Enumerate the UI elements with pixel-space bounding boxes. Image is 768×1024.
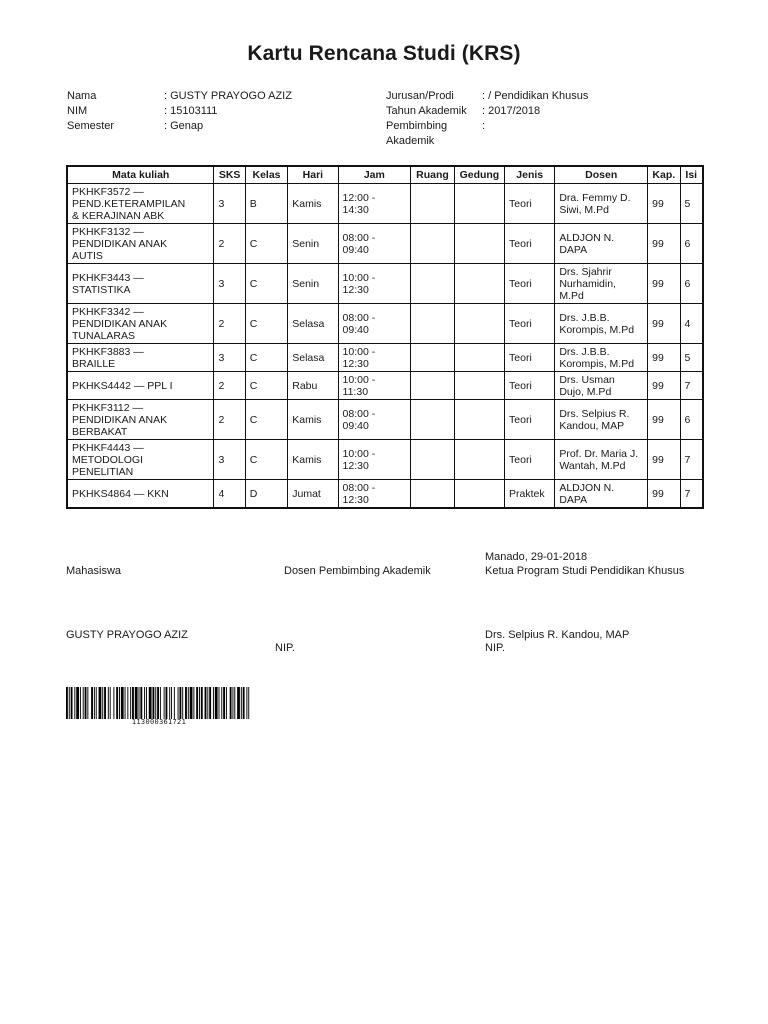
ruang-cell bbox=[411, 372, 455, 400]
jam-cell-line: 08:00 - bbox=[342, 407, 376, 420]
sks-cell: 3 bbox=[214, 184, 245, 224]
mata-kuliah-cell-line: PKHKF3342 — bbox=[72, 305, 144, 318]
nim-label: NIM bbox=[67, 105, 88, 117]
isi-cell: 7 bbox=[680, 480, 703, 509]
barcode-bar bbox=[99, 687, 102, 719]
kap-cell: 99 bbox=[648, 400, 680, 440]
kap-cell: 99 bbox=[648, 184, 680, 224]
barcode-bar bbox=[199, 687, 200, 719]
barcode-bar bbox=[91, 687, 93, 719]
dosen-cell-line: Siwi, M.Pd bbox=[559, 203, 609, 216]
dosen-cell-line: Dra. Femmy D. bbox=[559, 191, 631, 204]
barcode-bar bbox=[160, 687, 161, 719]
gedung-cell bbox=[454, 304, 504, 344]
jam-cell-line: 08:00 - bbox=[342, 231, 376, 244]
isi-cell: 5 bbox=[680, 184, 703, 224]
barcode-bar bbox=[140, 687, 142, 719]
dosen-cell-line: Kandou, MAP bbox=[559, 419, 625, 432]
table-row bbox=[67, 304, 703, 344]
mata-kuliah-cell bbox=[67, 344, 214, 372]
table-row bbox=[67, 224, 703, 264]
barcode-bar bbox=[71, 687, 73, 719]
dosen-cell-line: M.Pd bbox=[559, 289, 584, 302]
hari-cell: Senin bbox=[288, 264, 338, 304]
jam-cell bbox=[338, 480, 411, 509]
gedung-cell bbox=[454, 372, 504, 400]
barcode-bar bbox=[157, 687, 159, 719]
table-row bbox=[67, 372, 703, 400]
dosen-cell-line: DAPA bbox=[559, 243, 588, 256]
dosen-cell-line: Dujo, M.Pd bbox=[559, 385, 612, 398]
barcode-bar bbox=[248, 687, 249, 719]
barcode-bar bbox=[164, 687, 165, 719]
gedung-cell bbox=[454, 224, 504, 264]
dosen-cell bbox=[555, 400, 648, 440]
header-hari: Hari bbox=[288, 166, 338, 184]
dosen-cell bbox=[555, 264, 648, 304]
hari-cell: Selasa bbox=[288, 304, 338, 344]
mata-kuliah-cell-line: & KERAJINAN ABK bbox=[72, 209, 165, 222]
jam-cell-line: 12:30 bbox=[342, 357, 369, 370]
dosen-pembimbing-label: Dosen Pembimbing Akademik bbox=[284, 565, 431, 577]
isi-cell: 7 bbox=[680, 440, 703, 480]
ketua-signature-name: Drs. Selpius R. Kandou, MAP bbox=[485, 629, 630, 641]
mata-kuliah-cell-line: PKHKF3572 — bbox=[72, 185, 144, 198]
header-ruang: Ruang bbox=[411, 166, 455, 184]
student-info-right bbox=[386, 89, 682, 149]
barcode-bar bbox=[132, 687, 134, 719]
isi-cell: 5 bbox=[680, 344, 703, 372]
kap-cell: 99 bbox=[648, 304, 680, 344]
barcode-bar bbox=[213, 687, 214, 719]
dosen-cell-line: Prof. Dr. Maria J. bbox=[559, 447, 639, 460]
barcode-bar bbox=[113, 687, 114, 719]
barcode-bar bbox=[144, 687, 145, 719]
table-row bbox=[67, 440, 703, 480]
student-info-left bbox=[67, 89, 292, 134]
ketua-prodi-label: Ketua Program Studi Pendidikan Khusus bbox=[485, 565, 685, 577]
kelas-cell: C bbox=[245, 344, 287, 372]
nim-row bbox=[67, 104, 292, 119]
barcode-bar bbox=[76, 687, 79, 719]
mata-kuliah-cell-line: PKHKS4864 — KKN bbox=[72, 487, 169, 500]
sign-date: Manado, 29-01-2018 bbox=[485, 551, 588, 563]
barcode-bar bbox=[135, 687, 138, 719]
jenis-cell: Teori bbox=[505, 184, 555, 224]
jenis-cell: Praktek bbox=[505, 480, 555, 509]
isi-cell: 4 bbox=[680, 304, 703, 344]
jam-cell bbox=[338, 264, 411, 304]
barcode-bar bbox=[66, 687, 68, 719]
pembimbing-label bbox=[386, 119, 482, 149]
barcode-number: 113000361721 bbox=[131, 718, 187, 726]
table-row bbox=[67, 184, 703, 224]
ruang-cell bbox=[411, 264, 455, 304]
dosen-cell bbox=[555, 304, 648, 344]
hari-cell: Jumat bbox=[288, 480, 338, 509]
dosen-cell-line: Drs. J.B.B. bbox=[559, 311, 610, 324]
jam-cell-line: 10:00 - bbox=[342, 373, 376, 386]
ruang-cell bbox=[411, 400, 455, 440]
kelas-cell: C bbox=[245, 264, 287, 304]
mata-kuliah-cell-line: PKHKF3883 — bbox=[72, 345, 144, 358]
dosen-cell bbox=[555, 480, 648, 509]
dosen-cell-line: Drs. J.B.B. bbox=[559, 345, 610, 358]
mata-kuliah-cell-line: AUTIS bbox=[72, 249, 103, 262]
kap-cell: 99 bbox=[648, 264, 680, 304]
jam-cell-line: 08:00 - bbox=[342, 311, 376, 324]
barcode-bar bbox=[149, 687, 152, 719]
hari-cell: Selasa bbox=[288, 344, 338, 372]
barcode-bar bbox=[171, 687, 172, 719]
dosen-cell bbox=[555, 224, 648, 264]
dosen-cell-line: DAPA bbox=[559, 493, 588, 506]
jam-cell-line: 09:40 bbox=[342, 419, 369, 432]
kap-cell: 99 bbox=[648, 344, 680, 372]
tahun-value: : 2017/2018 bbox=[482, 105, 541, 117]
barcode-bar bbox=[127, 687, 128, 719]
semester-value: : Genap bbox=[164, 120, 204, 132]
ruang-cell bbox=[411, 344, 455, 372]
jam-cell-line: 11:30 bbox=[342, 385, 369, 398]
barcode-bar bbox=[223, 687, 225, 719]
dosen-cell bbox=[555, 440, 648, 480]
mata-kuliah-cell bbox=[67, 480, 214, 509]
dosen-cell-line: Nurhamidin, bbox=[559, 277, 616, 290]
jam-cell bbox=[338, 440, 411, 480]
hari-cell: Kamis bbox=[288, 400, 338, 440]
barcode-bar bbox=[226, 687, 227, 719]
dosen-cell-line: ALDJON N. bbox=[559, 231, 615, 244]
kelas-cell: C bbox=[245, 372, 287, 400]
dosen-cell bbox=[555, 344, 648, 372]
mata-kuliah-cell-line: PKHKF4443 — bbox=[72, 441, 144, 454]
header-mata-kuliah: Mata kuliah bbox=[67, 166, 214, 184]
mata-kuliah-cell bbox=[67, 440, 214, 480]
barcode-bar bbox=[190, 687, 193, 719]
barcode-bar bbox=[246, 687, 247, 719]
table-row bbox=[67, 400, 703, 440]
barcode-bar bbox=[74, 687, 75, 719]
sks-cell: 2 bbox=[214, 372, 245, 400]
jurusan-label: Jurusan/Prodi bbox=[386, 90, 454, 102]
table-row bbox=[67, 264, 703, 304]
ketua-nip: NIP. bbox=[485, 642, 505, 654]
dosen-cell-line: Drs. Usman bbox=[559, 373, 615, 386]
jam-cell bbox=[338, 184, 411, 224]
mahasiswa-label: Mahasiswa bbox=[66, 565, 122, 577]
header-gedung: Gedung bbox=[454, 166, 504, 184]
barcode-bar bbox=[179, 687, 181, 719]
semester-row bbox=[67, 119, 292, 134]
barcode-bar bbox=[139, 687, 140, 719]
jenis-cell: Teori bbox=[505, 264, 555, 304]
jam-cell bbox=[338, 372, 411, 400]
pembimbing-label-line-2: Akademik bbox=[386, 135, 435, 147]
barcode-bar bbox=[232, 687, 233, 719]
isi-cell: 6 bbox=[680, 400, 703, 440]
kap-cell: 99 bbox=[648, 224, 680, 264]
mata-kuliah-cell-line: PENDIDIKAN ANAK bbox=[72, 237, 168, 250]
header-dosen: Dosen bbox=[555, 166, 648, 184]
mata-kuliah-cell bbox=[67, 264, 214, 304]
header-kap: Kap. bbox=[648, 166, 680, 184]
tahun-label: Tahun Akademik bbox=[386, 105, 467, 117]
mata-kuliah-cell-line: PKHKS4442 — PPL I bbox=[72, 379, 173, 392]
gedung-cell bbox=[454, 264, 504, 304]
gedung-cell bbox=[454, 480, 504, 509]
barcode-bar bbox=[230, 687, 232, 719]
barcode-bar bbox=[219, 687, 220, 719]
mata-kuliah-cell bbox=[67, 372, 214, 400]
barcode-bar bbox=[85, 687, 87, 719]
jurusan-row bbox=[386, 89, 682, 104]
mata-kuliah-cell bbox=[67, 224, 214, 264]
ruang-cell bbox=[411, 184, 455, 224]
kelas-cell: B bbox=[245, 184, 287, 224]
ruang-cell bbox=[411, 224, 455, 264]
barcode-bar bbox=[201, 687, 203, 719]
barcode-bar bbox=[96, 687, 97, 719]
jenis-cell: Teori bbox=[505, 304, 555, 344]
krs-table bbox=[66, 165, 704, 509]
sks-cell: 2 bbox=[214, 400, 245, 440]
gedung-cell bbox=[454, 400, 504, 440]
jenis-cell: Teori bbox=[505, 372, 555, 400]
barcode-bar bbox=[87, 687, 88, 719]
barcode-bar bbox=[243, 687, 245, 719]
mata-kuliah-cell-line: TUNALARAS bbox=[72, 329, 136, 342]
barcode-bar bbox=[125, 687, 126, 719]
mata-kuliah-cell-line: METODOLOGI bbox=[72, 453, 143, 466]
hari-cell: Kamis bbox=[288, 184, 338, 224]
dosen-cell-line: Korompis, M.Pd bbox=[559, 357, 635, 370]
nim-value: : 15103111 bbox=[164, 105, 218, 117]
table-row bbox=[67, 344, 703, 372]
jenis-cell: Teori bbox=[505, 440, 555, 480]
barcode-bar bbox=[166, 687, 168, 719]
barcode-bar bbox=[83, 687, 84, 719]
sks-cell: 2 bbox=[214, 224, 245, 264]
table-header-row bbox=[67, 166, 703, 184]
barcode-bar bbox=[130, 687, 131, 719]
pembimbing-value: : bbox=[482, 120, 486, 132]
barcode-bar bbox=[108, 687, 109, 719]
hari-cell: Kamis bbox=[288, 440, 338, 480]
dosen-cell-line: Wantah, M.Pd bbox=[559, 459, 626, 472]
mata-kuliah-cell-line: PENDIDIKAN ANAK bbox=[72, 413, 168, 426]
sks-cell: 4 bbox=[214, 480, 245, 509]
barcode-bar bbox=[237, 687, 240, 719]
ruang-cell bbox=[411, 440, 455, 480]
barcode-bar bbox=[155, 687, 156, 719]
barcode-bar bbox=[146, 687, 147, 719]
ruang-cell bbox=[411, 480, 455, 509]
semester-label: Semester bbox=[67, 120, 115, 132]
barcode-bar bbox=[104, 687, 106, 719]
jenis-cell: Teori bbox=[505, 344, 555, 372]
kap-cell: 99 bbox=[648, 372, 680, 400]
dosen-cell-line: Drs. Selpius R. bbox=[559, 407, 630, 420]
sks-cell: 3 bbox=[214, 264, 245, 304]
kelas-cell: C bbox=[245, 400, 287, 440]
barcode-bar bbox=[193, 687, 194, 719]
jam-cell-line: 10:00 - bbox=[342, 271, 376, 284]
hari-cell: Senin bbox=[288, 224, 338, 264]
isi-cell: 7 bbox=[680, 372, 703, 400]
kap-cell: 99 bbox=[648, 440, 680, 480]
kap-cell: 99 bbox=[648, 480, 680, 509]
tahun-row bbox=[386, 104, 682, 119]
barcode-bar bbox=[152, 687, 154, 719]
header-jenis: Jenis bbox=[505, 166, 555, 184]
nama-value: : GUSTY PRAYOGO AZIZ bbox=[164, 90, 292, 102]
barcode-bar bbox=[110, 687, 111, 719]
sks-cell: 3 bbox=[214, 344, 245, 372]
ruang-cell bbox=[411, 304, 455, 344]
barcode-bar bbox=[185, 687, 187, 719]
barcode-bar bbox=[215, 687, 218, 719]
mata-kuliah-cell bbox=[67, 184, 214, 224]
jam-cell-line: 10:00 - bbox=[342, 447, 376, 460]
mata-kuliah-cell bbox=[67, 400, 214, 440]
barcode-bar bbox=[207, 687, 208, 719]
pembimbing-row bbox=[386, 119, 682, 149]
header-isi: Isi bbox=[680, 166, 703, 184]
barcode-bar bbox=[116, 687, 118, 719]
dosen-cell-line: Drs. Sjahrir bbox=[559, 265, 612, 278]
jam-cell-line: 12:30 bbox=[342, 493, 369, 506]
page-title: Kartu Rencana Studi (KRS) bbox=[247, 42, 521, 65]
student-signature-name: GUSTY PRAYOGO AZIZ bbox=[66, 629, 188, 641]
header-sks: SKS bbox=[214, 166, 245, 184]
mata-kuliah-cell-line: PENELITIAN bbox=[72, 465, 134, 478]
mata-kuliah-cell-line: BERBAKAT bbox=[72, 425, 128, 438]
jam-cell-line: 12:30 bbox=[342, 459, 369, 472]
barcode-bar bbox=[241, 687, 242, 719]
jam-cell-line: 08:00 - bbox=[342, 481, 376, 494]
barcode-bar bbox=[80, 687, 81, 719]
nama-label: Nama bbox=[67, 90, 97, 102]
kelas-cell: D bbox=[245, 480, 287, 509]
dosen-cell bbox=[555, 372, 648, 400]
jam-cell bbox=[338, 304, 411, 344]
kelas-cell: C bbox=[245, 224, 287, 264]
mata-kuliah-cell-line: STATISTIKA bbox=[72, 283, 131, 296]
barcode-bar bbox=[169, 687, 170, 719]
gedung-cell bbox=[454, 344, 504, 372]
jam-cell-line: 10:00 - bbox=[342, 345, 376, 358]
hari-cell: Rabu bbox=[288, 372, 338, 400]
dosen-nip: NIP. bbox=[275, 642, 295, 654]
nama-row bbox=[67, 89, 292, 104]
jam-cell bbox=[338, 344, 411, 372]
pembimbing-label-line-1: Pembimbing bbox=[386, 120, 448, 132]
barcode-bar bbox=[102, 687, 103, 719]
barcode-bar bbox=[69, 687, 70, 719]
barcode-bar bbox=[121, 687, 124, 719]
gedung-cell bbox=[454, 440, 504, 480]
barcode-bar bbox=[234, 687, 235, 719]
mata-kuliah-cell-line: PKHKF3112 — bbox=[72, 401, 144, 414]
gedung-cell bbox=[454, 184, 504, 224]
jurusan-value: : / Pendidikan Khusus bbox=[482, 90, 589, 102]
isi-cell: 6 bbox=[680, 264, 703, 304]
header-jam: Jam bbox=[338, 166, 411, 184]
barcode-image bbox=[66, 687, 252, 719]
dosen-cell-line: ALDJON N. bbox=[559, 481, 615, 494]
jam-cell-line: 09:40 bbox=[342, 243, 369, 256]
sks-cell: 3 bbox=[214, 440, 245, 480]
table-row bbox=[67, 480, 703, 509]
dosen-cell bbox=[555, 184, 648, 224]
mata-kuliah-cell-line: PKHKF3443 — bbox=[72, 271, 144, 284]
dosen-cell-line: Korompis, M.Pd bbox=[559, 323, 635, 336]
barcode-bar bbox=[178, 687, 179, 719]
mata-kuliah-cell-line: PEND.KETERAMPILAN bbox=[72, 197, 186, 210]
kelas-cell: C bbox=[245, 304, 287, 344]
barcode-bar bbox=[221, 687, 222, 719]
mata-kuliah-cell-line: PKHKF3132 — bbox=[72, 225, 144, 238]
barcode-bar bbox=[94, 687, 95, 719]
mata-kuliah-cell-line: PENDIDIKAN ANAK bbox=[72, 317, 168, 330]
sks-cell: 2 bbox=[214, 304, 245, 344]
isi-cell: 6 bbox=[680, 224, 703, 264]
jam-cell bbox=[338, 224, 411, 264]
barcode-bar bbox=[205, 687, 207, 719]
barcode-bar bbox=[196, 687, 198, 719]
jam-cell-line: 12:00 - bbox=[342, 191, 376, 204]
barcode-bar bbox=[188, 687, 189, 719]
jenis-cell: Teori bbox=[505, 224, 555, 264]
jam-cell-line: 12:30 bbox=[342, 283, 369, 296]
jam-cell bbox=[338, 400, 411, 440]
barcode-bar bbox=[119, 687, 120, 719]
barcode-bar bbox=[182, 687, 183, 719]
mata-kuliah-cell-line: BRAILLE bbox=[72, 357, 116, 370]
header-kelas: Kelas bbox=[245, 166, 287, 184]
jenis-cell: Teori bbox=[505, 400, 555, 440]
mata-kuliah-cell bbox=[67, 304, 214, 344]
jam-cell-line: 14:30 bbox=[342, 203, 369, 216]
kelas-cell: C bbox=[245, 440, 287, 480]
barcode-bar bbox=[209, 687, 211, 719]
jam-cell-line: 09:40 bbox=[342, 323, 369, 336]
barcode-bar bbox=[174, 687, 175, 719]
